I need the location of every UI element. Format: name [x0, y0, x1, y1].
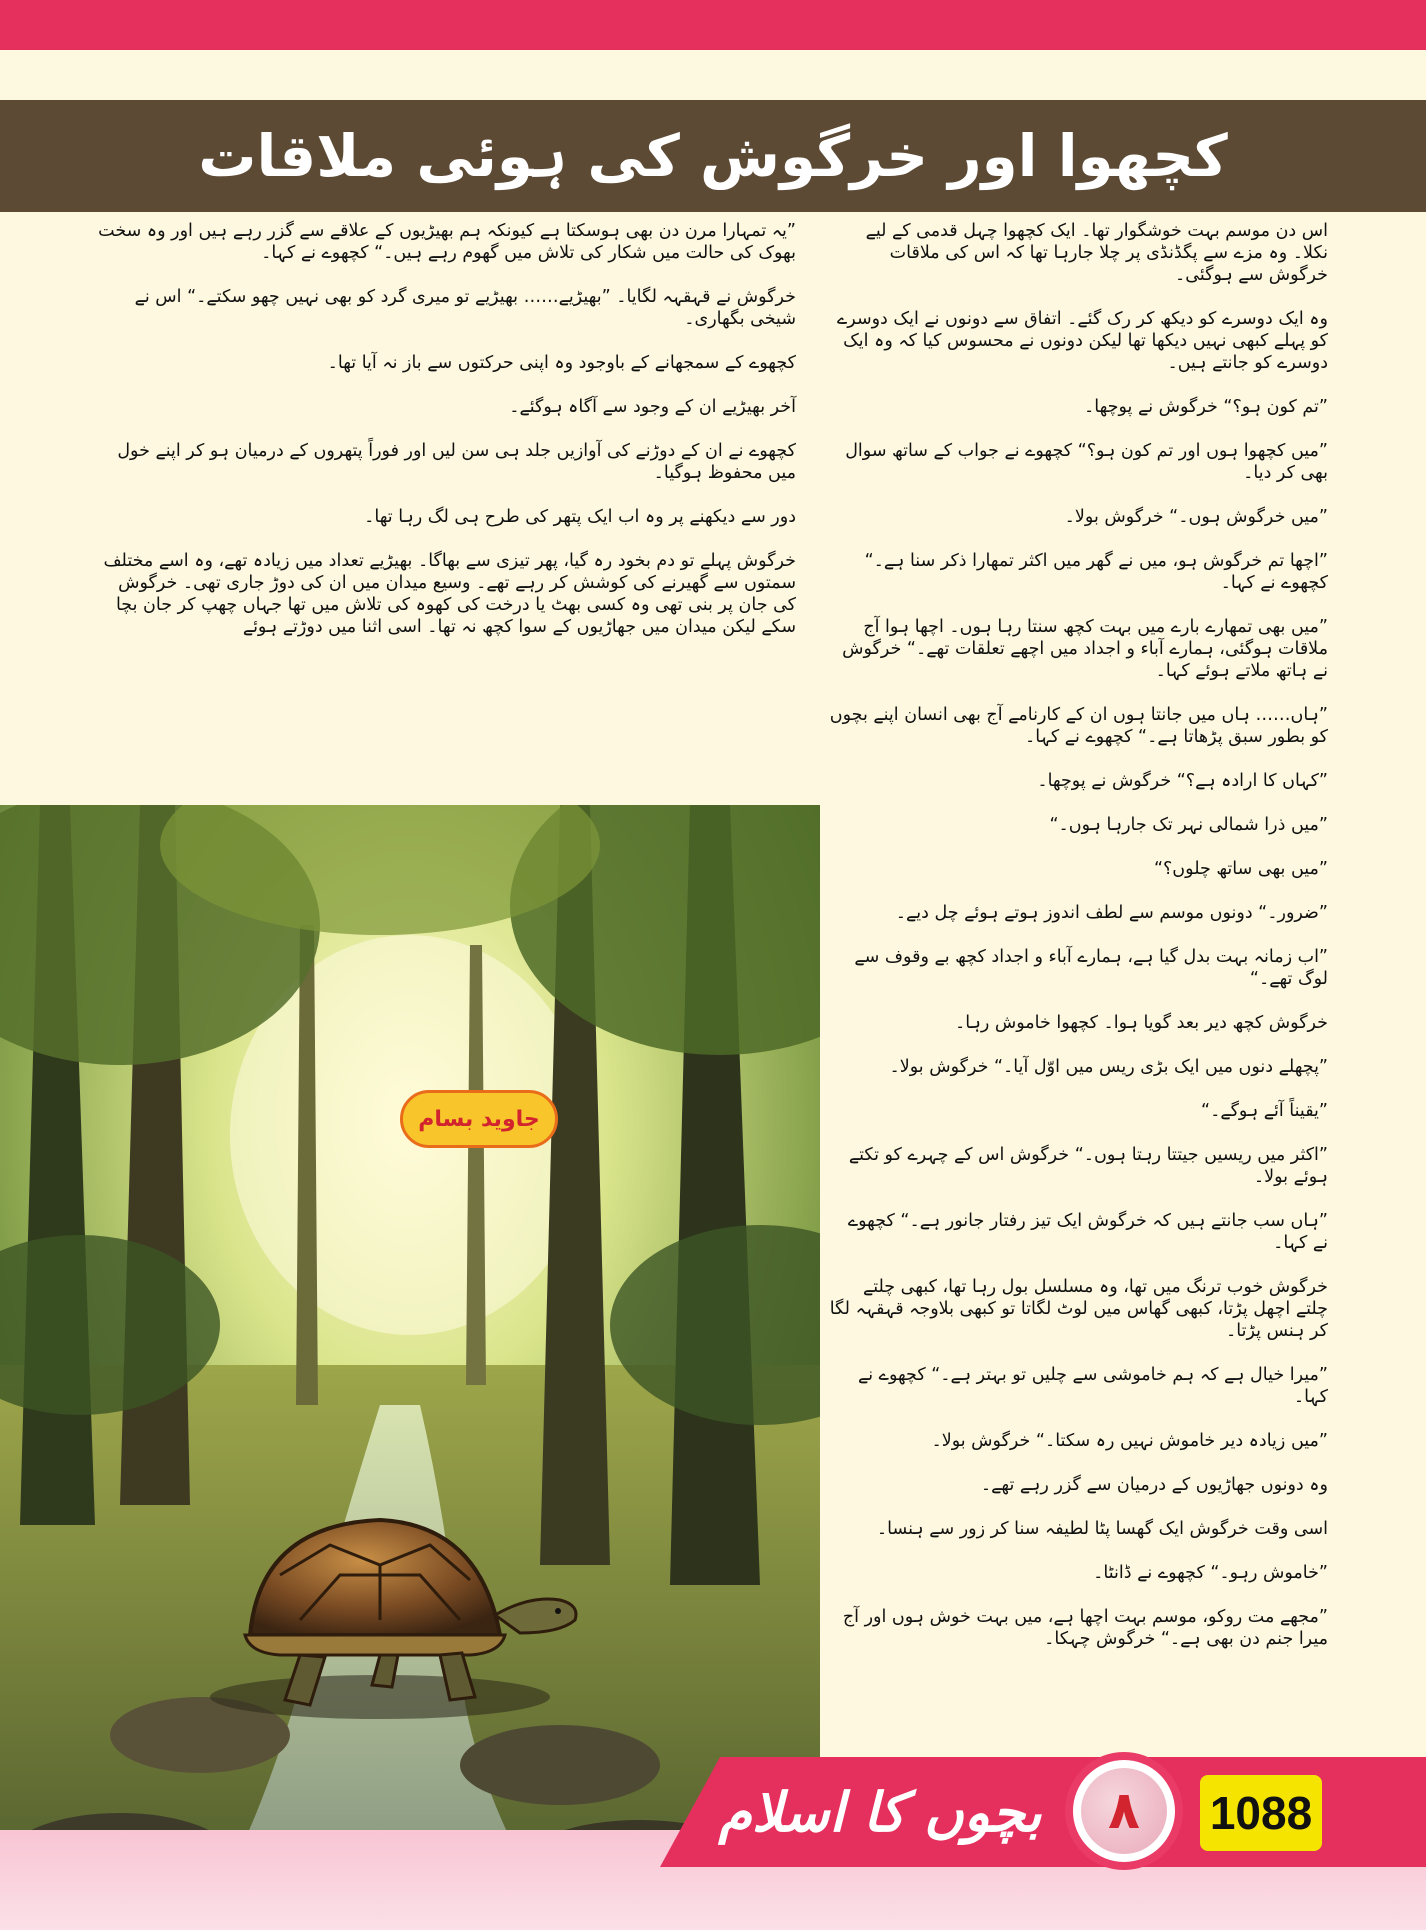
header-cream-band: [0, 50, 1426, 100]
paragraph: اس دن موسم بہت خوشگوار تھا۔ ایک کچھوا چہل قدمی کے لیے نکلا۔ وہ مزے سے پگڈنڈی پر چلا جارہا تھا کہ اس کی ملاقات خرگوش سے ہوگئی۔: [865, 221, 1328, 285]
paragraph: خرگوش پہلے تو دم بخود رہ گیا، پھر تیزی سے بھاگا۔ بھیڑیے تعداد میں زیادہ تھے، وہ اسے مختلف سمتوں سے گھیرنے کی کوشش کر رہے تھے۔ وسیع میدان میں ان کی دوڑ جاری تھی۔ خرگوش کی جان پر بنی تھی وہ کسی بھٹ یا درخت کی کھوہ کی تلاش میں تھا جہاں چھپ کر جان بچا سکے لیکن میدان میں جھاڑیوں کے سوا کچھ نہ تھا۔ اسی اثنا میں دوڑتے ہوئے: [103, 551, 796, 637]
issue-number: 1088: [1200, 1775, 1322, 1851]
paragraph: ”میں زیادہ دیر خاموش نہیں رہ سکتا۔“ خرگوش بولا۔: [931, 1431, 1328, 1451]
paragraph: ”یہ تمہارا مرن دن بھی ہوسکتا ہے کیونکہ ہم بھیڑیوں کے علاقے سے گزر رہے ہیں اور وہ سخت بھوک کی حالت میں شکار کی تلاش میں گھوم رہے ہیں۔“ کچھوے نے کہا۔: [98, 221, 796, 263]
paragraph: ”میں ذرا شمالی نہر تک جارہا ہوں۔“: [1049, 815, 1328, 835]
magazine-logo: بچوں کا اسلام: [718, 1780, 1042, 1844]
paragraph: ”میں خرگوش ہوں۔“ خرگوش بولا۔: [1064, 507, 1328, 527]
page-number: ۸: [1081, 1768, 1167, 1854]
paragraph: وہ ایک دوسرے کو دیکھ کر رک گئے۔ اتفاق سے دونوں نے ایک دوسرے کو پہلے کبھی نہیں دیکھا تھا لیکن دونوں نے محسوس کیا کہ وہ ایک دوسرے کو جانتے ہیں۔: [837, 309, 1328, 373]
page-number-circle: [1065, 1752, 1183, 1870]
author-badge: جاوید بسام: [400, 1090, 558, 1148]
title-bar: [0, 100, 1426, 212]
paragraph: ”خاموش رہو۔“ کچھوے نے ڈانٹا۔: [1093, 1563, 1328, 1583]
paragraph: ”ضرور۔“ دونوں موسم سے لطف اندوز ہوتے ہوئے چل دیے۔: [895, 903, 1328, 923]
paragraph: ”اب زمانہ بہت بدل گیا ہے، ہمارے آباء و اجداد کچھ بے وقوف سے لوگ تھے۔“: [854, 947, 1328, 989]
paragraph: ”میں بھی ساتھ چلوں؟“: [1153, 859, 1328, 879]
paragraph: وہ دونوں جھاڑیوں کے درمیان سے گزر رہے تھے۔: [980, 1475, 1328, 1495]
paragraph: ”مجھے مت روکو، موسم بہت اچھا ہے، میں بہت خوش ہوں اور آج میرا جنم دن بھی ہے۔“ خرگوش چہکا۔: [842, 1607, 1328, 1649]
article-column-left: [96, 220, 796, 660]
paragraph: ”ہاں سب جانتے ہیں کہ خرگوش ایک تیز رفتار جانور ہے۔“ کچھوے نے کہا۔: [847, 1211, 1328, 1253]
paragraph: دور سے دیکھنے پر وہ اب ایک پتھر کی طرح ہی لگ رہا تھا۔: [364, 507, 796, 527]
paragraph: کچھوے کے سمجھانے کے باوجود وہ اپنی حرکتوں سے باز نہ آیا تھا۔: [327, 353, 796, 373]
paragraph: خرگوش خوب ترنگ میں تھا، وہ مسلسل بول رہا تھا، کبھی چلتے چلتے اچھل پڑتا، کبھی گھاس میں لوٹ لگاتا تو کبھی بلاوجہ قہقہہ لگا کر ہنس پڑتا۔: [829, 1277, 1328, 1341]
paragraph: ”میں کچھوا ہوں اور تم کون ہو؟“ کچھوے نے جواب کے ساتھ سوال بھی کر دیا۔: [845, 441, 1328, 483]
paragraph: ”اچھا تم خرگوش ہو، میں نے گھر میں اکثر تمھارا ذکر سنا ہے۔“ کچھوے نے کہا۔: [864, 551, 1328, 593]
paragraph: ”تم کون ہو؟“ خرگوش نے پوچھا۔: [1084, 397, 1328, 417]
paragraph: آخر بھیڑیے ان کے وجود سے آگاہ ہوگئے۔: [509, 397, 796, 417]
paragraph: خرگوش کچھ دیر بعد گویا ہوا۔ کچھوا خاموش رہا۔: [954, 1013, 1328, 1033]
paragraph: ”پچھلے دنوں میں ایک بڑی ریس میں اوّل آیا۔“ خرگوش بولا۔: [889, 1057, 1328, 1077]
header-red-band: [0, 0, 1426, 50]
paragraph: ”اکثر میں ریسیں جیتتا رہتا ہوں۔“ خرگوش اس کے چہرے کو تکتے ہوئے بولا۔: [848, 1145, 1328, 1187]
paragraph: خرگوش نے قہقہہ لگایا۔ ”بھیڑیے…… بھیڑیے تو میری گرد کو بھی نہیں چھو سکتے۔“ اس نے شیخی بگھاری۔: [134, 287, 796, 329]
paragraph: اسی وقت خرگوش ایک گھسا پٹا لطیفہ سنا کر زور سے ہنسا۔: [876, 1519, 1328, 1539]
forest-turtle-illustration: [0, 805, 820, 1930]
paragraph: ”میرا خیال ہے کہ ہم خاموشی سے چلیں تو بہتر ہے۔“ کچھوے نے کہا۔: [858, 1365, 1328, 1407]
paragraph: ”یقیناً آئے ہوگے۔“: [1201, 1101, 1328, 1121]
paragraph: ”ہاں…… ہاں میں جانتا ہوں ان کے کارنامے آج بھی انسان اپنے بچوں کو بطور سبق پڑھاتا ہے۔“ کچھوے نے کہا۔: [829, 705, 1328, 747]
story-title: کچھوا اور خرگوش کی ہوئی ملاقات: [198, 122, 1228, 190]
paragraph: کچھوے نے ان کے دوڑنے کی آوازیں جلد ہی سن لیں اور فوراً پتھروں کے درمیان ہو کر اپنے خول میں محفوظ ہوگیا۔: [117, 441, 796, 483]
article-column-right: [828, 220, 1328, 1672]
paragraph: ”کہاں کا ارادہ ہے؟“ خرگوش نے پوچھا۔: [1037, 771, 1328, 791]
paragraph: ”میں بھی تمھارے بارے میں بہت کچھ سنتا رہا ہوں۔ اچھا ہوا آج ملاقات ہوگئی، ہمارے آباء و اجداد میں اچھے تعلقات تھے۔“ خرگوش نے ہاتھ ملاتے ہوئے کہا۔: [842, 617, 1328, 681]
